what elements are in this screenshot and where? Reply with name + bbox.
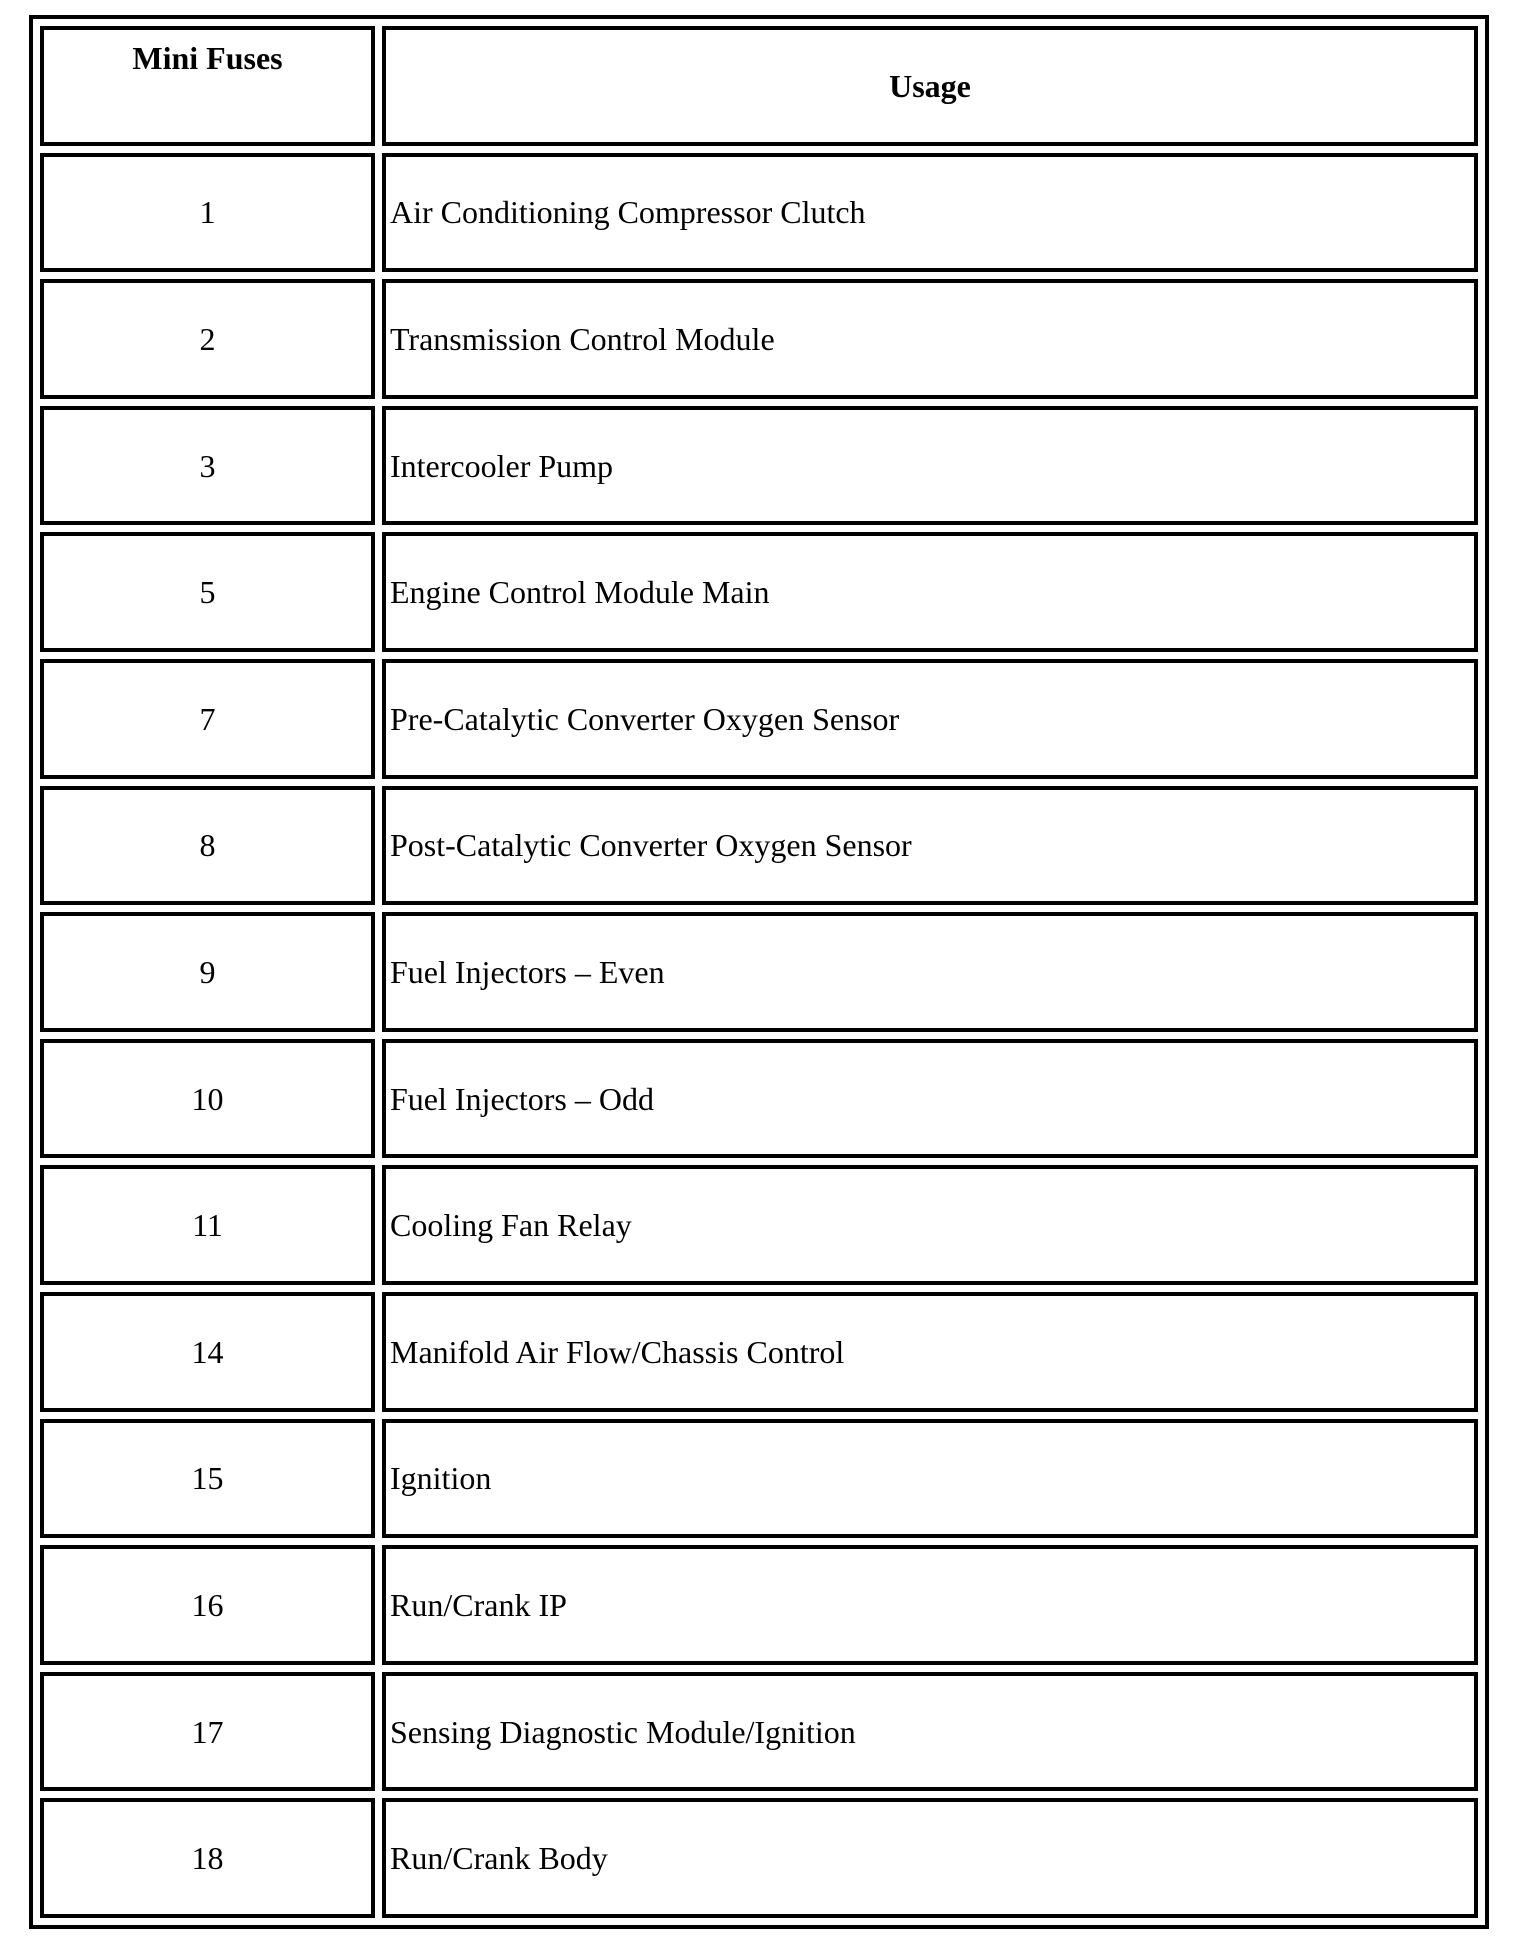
fuse-number-cell: 9 [40,912,375,1032]
fuse-number-cell: 10 [40,1039,375,1159]
fuse-number-cell: 15 [40,1419,375,1539]
fuse-number-cell: 2 [40,279,375,399]
fuse-number-cell: 8 [40,786,375,906]
fuse-number-cell: 17 [40,1672,375,1792]
mini-fuses-header: Mini Fuses [40,26,375,146]
table-row [40,1292,1478,1412]
table-row [40,153,1478,273]
fuse-number-cell: 5 [40,532,375,652]
fuse-number-cell: 7 [40,659,375,779]
fuse-usage-table [29,15,1489,1929]
table-row [40,912,1478,1032]
table-row [40,406,1478,526]
table-row [40,1039,1478,1159]
table-row [40,1798,1478,1918]
fuse-number-cell: 14 [40,1292,375,1412]
fuse-number-cell: 16 [40,1545,375,1665]
usage-cell: Air Conditioning Compressor Clutch [382,153,1478,273]
table-row [40,279,1478,399]
usage-cell: Sensing Diagnostic Module/Ignition [382,1672,1478,1792]
usage-cell: Engine Control Module Main [382,532,1478,652]
usage-header: Usage [382,26,1478,146]
table-row [40,1165,1478,1285]
table-row [40,786,1478,906]
usage-cell: Transmission Control Module [382,279,1478,399]
usage-cell: Cooling Fan Relay [382,1165,1478,1285]
usage-cell: Fuel Injectors – Even [382,912,1478,1032]
usage-cell: Manifold Air Flow/Chassis Control [382,1292,1478,1412]
fuse-number-cell: 1 [40,153,375,273]
usage-cell: Pre-Catalytic Converter Oxygen Sensor [382,659,1478,779]
table-row [40,1419,1478,1539]
usage-cell: Fuel Injectors – Odd [382,1039,1478,1159]
table-row [40,1672,1478,1792]
usage-cell: Intercooler Pump [382,406,1478,526]
table-row [40,659,1478,779]
table-header-row [40,26,1478,146]
usage-cell: Post-Catalytic Converter Oxygen Sensor [382,786,1478,906]
table-row [40,532,1478,652]
fuse-number-cell: 18 [40,1798,375,1918]
table-row [40,1545,1478,1665]
fuse-number-cell: 11 [40,1165,375,1285]
fuse-table-body [40,26,1478,1918]
usage-cell: Run/Crank IP [382,1545,1478,1665]
usage-cell: Run/Crank Body [382,1798,1478,1918]
fuse-number-cell: 3 [40,406,375,526]
usage-cell: Ignition [382,1419,1478,1539]
